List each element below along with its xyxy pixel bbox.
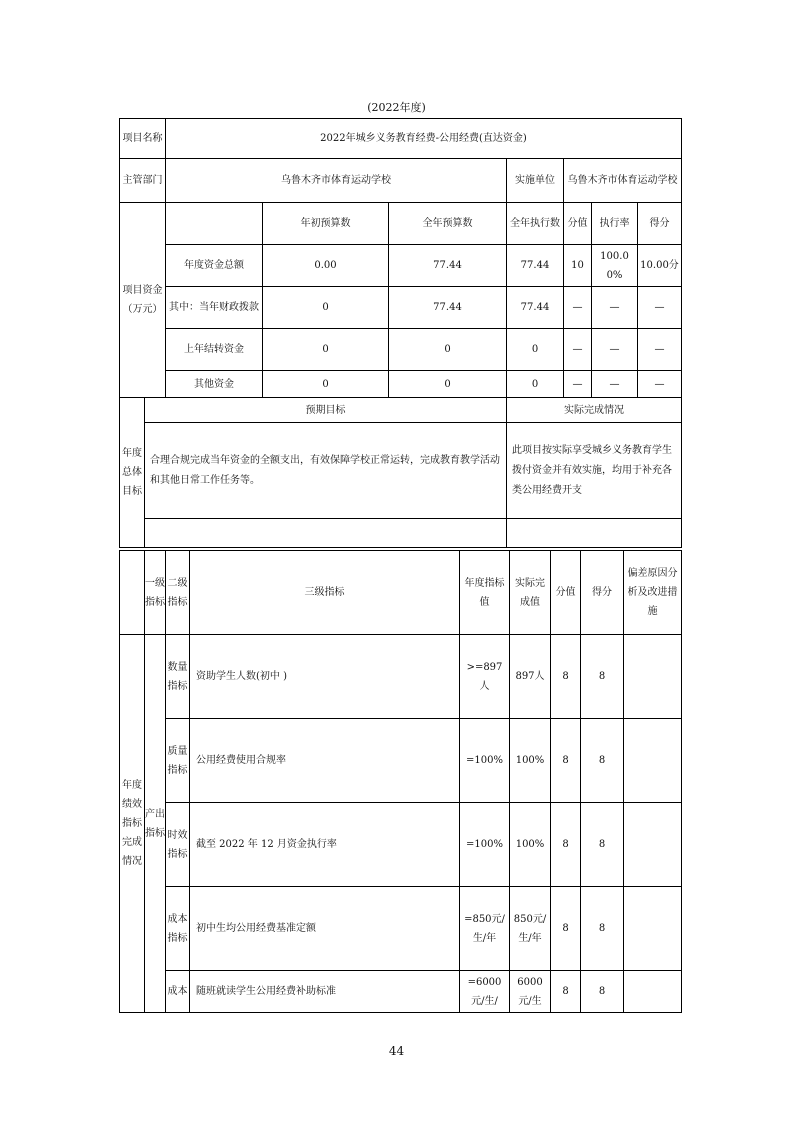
perf-deviation-cell [624,803,682,887]
perf-level3-cell: 公用经费使用合规率 [190,719,460,803]
actual-result-header: 实际完成情况 [507,398,682,423]
perf-section-label: 年度绩效指标完成情况 [120,635,145,1013]
funds-row-full: 0 [389,329,507,371]
perf-actual-cell: 100% [510,719,551,803]
perf-target-cell: =6000元/生/ [460,971,510,1013]
funds-row-rate: 100.00% [592,245,638,287]
funds-row-score: — [638,371,682,398]
perf-actual-cell: 850元/生/年 [510,887,551,971]
perf-actual-cell: 897人 [510,635,551,719]
funds-row-full: 0 [389,371,507,398]
project-name-value: 2022年城乡义务教育经费-公用经费(直达资金) [166,119,682,159]
implementing-unit-label: 实施单位 [507,159,564,203]
perf-level3-cell: 截至 2022 年 12 月资金执行率 [190,803,460,887]
funds-row-init: 0.00 [263,245,389,287]
expected-goal-text: 合理合规完成当年资金的全额支出，有效保障学校正常运转，完成教育教学活动和其他日常工作任务等。 [145,423,507,519]
perf-level2-cell: 成本指标 [166,887,190,971]
perf-target-cell: =100% [460,719,510,803]
perf-header-score-val: 分值 [551,551,581,635]
annual-goal-label: 年度总体目标 [120,398,145,548]
funds-row-init: 0 [263,371,389,398]
funds-row-init: 0 [263,329,389,371]
project-name-label: 项目名称 [120,119,166,159]
perf-level3-cell: 初中生均公用经费基准定额 [190,887,460,971]
perf-actual-cell: 100% [510,803,551,887]
perf-level2-cell: 成本 [166,971,190,1013]
funds-row-exec: 0 [507,329,564,371]
perf-score-val-cell: 8 [551,635,581,719]
perf-level3-cell: 资助学生人数(初中 ) [190,635,460,719]
performance-indicator-table [119,550,682,1013]
funds-header-score-val: 分值 [564,203,592,245]
perf-level2-cell: 质量指标 [166,719,190,803]
perf-level3-cell: 随班就读学生公用经费补助标准 [190,971,460,1013]
department-value: 乌鲁木齐市体育运动学校 [166,159,507,203]
perf-score-cell: 8 [581,719,624,803]
perf-level2-cell: 时效指标 [166,803,190,887]
funds-row-rate: — [592,329,638,371]
funds-header-init: 年初预算数 [263,203,389,245]
perf-header-target: 年度指标值 [460,551,510,635]
perf-score-cell: 8 [581,887,624,971]
perf-score-val-cell: 8 [551,803,581,887]
funds-row-init: 0 [263,287,389,329]
implementing-unit-value: 乌鲁木齐市体育运动学校 [564,159,682,203]
funds-row-full: 77.44 [389,287,507,329]
funds-header-exec: 全年执行数 [507,203,564,245]
perf-score-cell: 8 [581,971,624,1013]
funds-row-score-val: — [564,329,592,371]
funds-row-score-val: 10 [564,245,592,287]
perf-header-level1: 一级指标 [145,551,166,635]
funds-row-full: 77.44 [389,245,507,287]
funds-row-score-val: — [564,371,592,398]
page-number: 44 [388,1044,405,1058]
perf-header-blank [120,551,145,635]
perf-level1-label: 产出指标 [145,635,166,1013]
funds-row-score-val: — [564,287,592,329]
perf-header-score: 得分 [581,551,624,635]
perf-score-val-cell: 8 [551,719,581,803]
perf-deviation-cell [624,635,682,719]
funds-row-exec: 77.44 [507,287,564,329]
funds-row-name: 年度资金总额 [166,245,263,287]
perf-score-cell: 8 [581,803,624,887]
expected-goal-header: 预期目标 [145,398,507,423]
perf-deviation-cell [624,887,682,971]
perf-score-cell: 8 [581,635,624,719]
funds-header-score: 得分 [638,203,682,245]
goal-blank-cell [507,519,682,548]
fund-summary-table [119,118,682,548]
funds-row-rate: — [592,287,638,329]
perf-header-level3: 三级指标 [190,551,460,635]
perf-deviation-cell [624,971,682,1013]
funds-row-score: 10.00分 [638,245,682,287]
funds-row-rate: — [592,371,638,398]
funds-header-full: 全年预算数 [389,203,507,245]
actual-result-text: 此项目按实际享受城乡义务教育学生拨付资金并有效实施，均用于补充各类公用经费开支 [507,423,682,519]
funds-row-name: 其中：当年财政拨款 [166,287,263,329]
funds-row-score: — [638,287,682,329]
perf-deviation-cell [624,719,682,803]
perf-header-deviation: 偏差原因分析及改进措施 [624,551,682,635]
funds-row-score: — [638,329,682,371]
perf-target-cell: >=897人 [460,635,510,719]
department-label: 主管部门 [120,159,166,203]
funds-label: 项目资金（万元） [120,203,166,398]
year-caption: (2022年度) [367,101,426,114]
perf-header-level2: 二级指标 [166,551,190,635]
perf-header-actual: 实际完成值 [510,551,551,635]
funds-header-blank [166,203,263,245]
perf-score-val-cell: 8 [551,971,581,1013]
perf-score-val-cell: 8 [551,887,581,971]
goal-blank-cell [145,519,507,548]
perf-actual-cell: 6000元/生 [510,971,551,1013]
funds-header-rate: 执行率 [592,203,638,245]
funds-row-name: 上年结转资金 [166,329,263,371]
funds-row-exec: 77.44 [507,245,564,287]
funds-row-exec: 0 [507,371,564,398]
perf-target-cell: =850元/生/年 [460,887,510,971]
perf-level2-cell: 数量指标 [166,635,190,719]
funds-row-name: 其他资金 [166,371,263,398]
perf-target-cell: =100% [460,803,510,887]
